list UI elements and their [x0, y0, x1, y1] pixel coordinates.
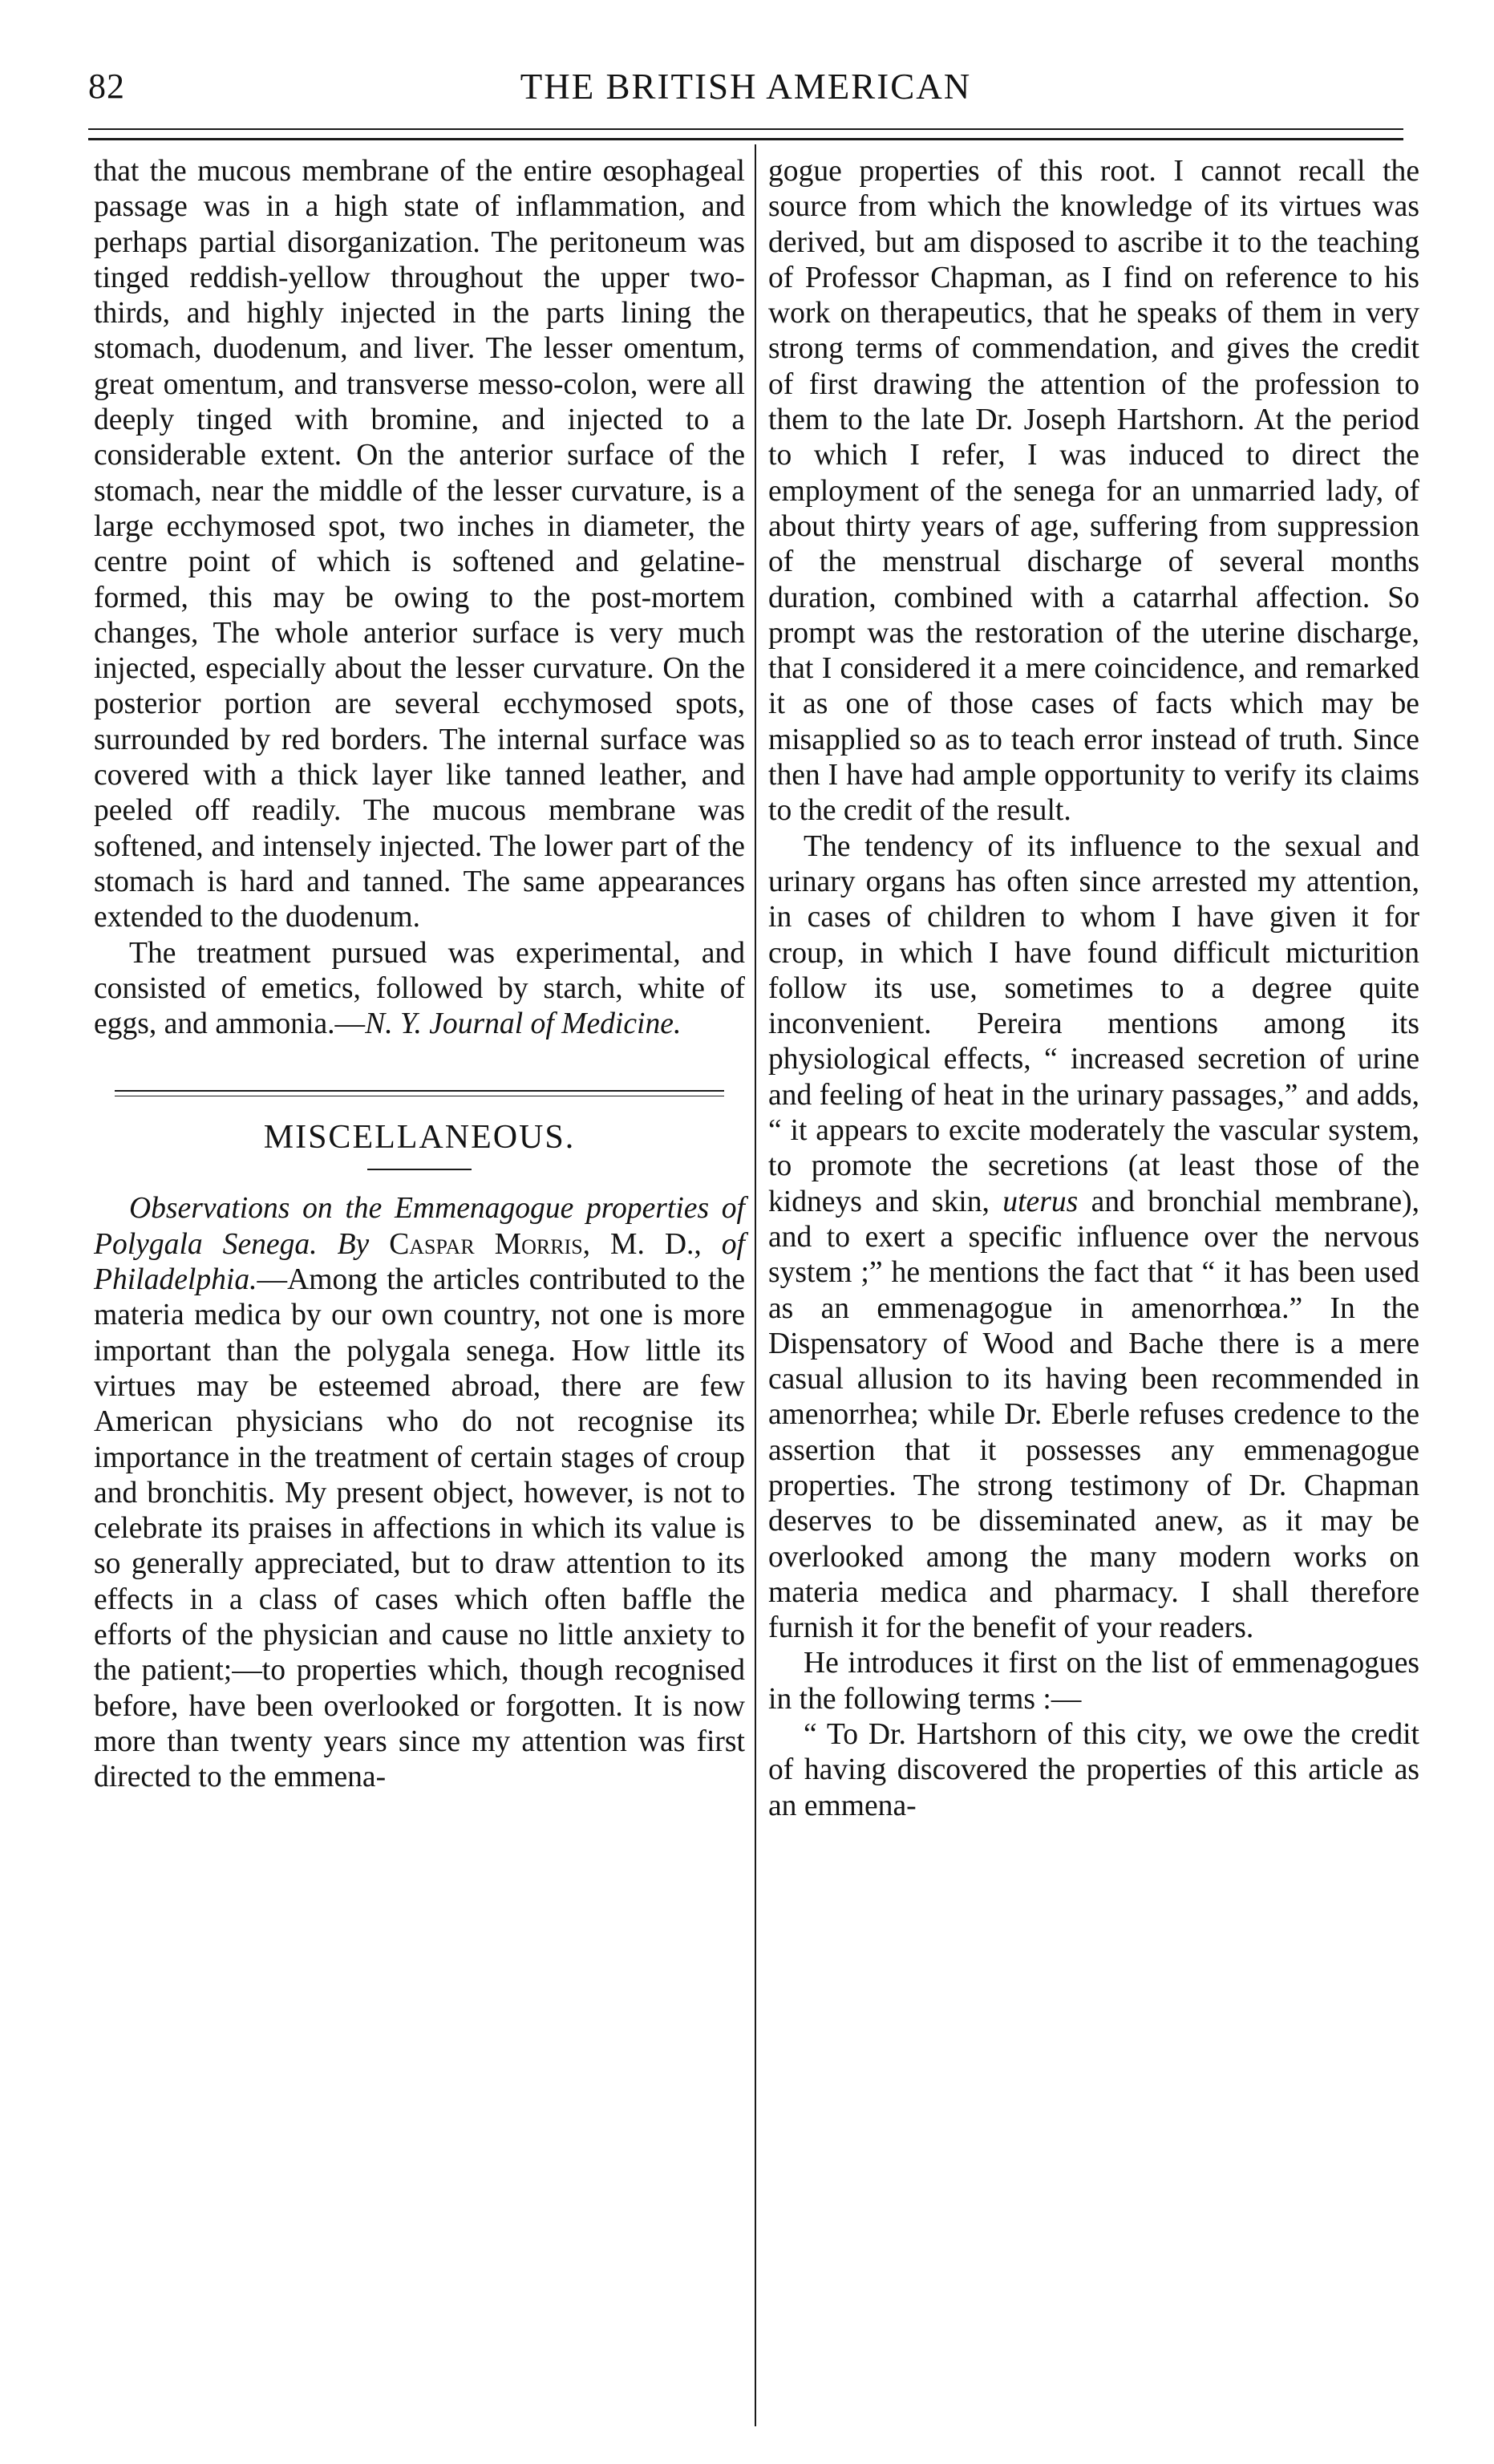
- senega-history-paragraph: gogue properties of this root. I cannot recall the source from which the knowledge of its virtues was derived, but am disposed to ascribe it to the teaching of Professor Chapman, as I find on reference to his work on therapeutics, that he speaks of them in very strong terms of commendation, and gives the credit of first drawing the attention of the profession to them to the late Dr. Joseph Hartshorn. At the period to which I refer, I was induced to direct the employment of the senega for an unmarried lady, of about thirty years of age, suffering from suppression of the menstrual discharge of several months duration, combined with a catarrhal affection. So prompt was the restoration of the uterine discharge, that I considered it a mere coincidence, and remarked it as one of those cases of facts which may be misapplied so as to teach error instead of truth. Since then I have had ample opportunity to verify its claims to the credit of the result.: [768, 155, 1419, 828]
- quotation-paragraph: “ To Dr. Hartshorn of this city, we owe the credit of having discovered the properties of this article as an emmena-: [768, 1718, 1419, 1822]
- autopsy-paragraph: that the mucous membrane of the entire œsophageal passage was in a high state of inflammation, and perhaps partial disorganization. The peritoneum was tinged reddish-yellow throughout the upper two-thirds, and highly injected in the parts lining the stomach, duodenum, and liver. The lesser omentum, great omentum, and transverse messo-colon, were all deeply tinged with bromine, and injected to a considerable extent. On the anterior surface of the stomach, near the middle of the lesser curvature, is a large ecchymosed spot, two inches in diameter, the centre point of which is softened and gelatine-formed, this may be owing to the post-mortem changes, The whole anterior surface is very much injected, especially about the lesser curvature. On the posterior portion are several ecchymosed spots, surrounded by red borders. The internal surface was covered with a thick layer like tanned leather, and peeled off readily. The mucous membrane was softened, and intensely injected. The lower part of the stomach is hard and tanned. The same appearances extended to the duodenum.: [94, 155, 745, 934]
- page-number: 82: [88, 67, 125, 106]
- tendency-text-a: The tendency of its influence to the sexual and urinary organs has often since arrested my attention, in cases of children to whom I have given it for croup, in which I have found difficult micturition follow its use, sometimes to a degree quite inconvenient. Pereira mentions among its physiological effects, “ increased secretion of urine and feeling of heat in the urinary passages,” and adds, “ it appears to excite moderately the vascular system, to promote the secretions (at least those of the kidneys and skin,: [768, 829, 1419, 1218]
- journal-source: N. Y. Journal of Medicine.: [365, 1007, 682, 1041]
- treatment-text: The treatment pursued was experimental, and consisted of emetics, followed by starch, white of eggs, and ammonia.—: [94, 936, 745, 1041]
- article-paragraph: [94, 1191, 745, 1795]
- byline-by: By: [337, 1227, 370, 1261]
- tendency-paragraph: [768, 829, 1419, 1647]
- article-author: Caspar Morris, M. D.,: [389, 1227, 702, 1261]
- introduction-paragraph: He introduces it first on the list of emmenagogues in the following terms :—: [768, 1647, 1419, 1716]
- left-column: [94, 154, 745, 1795]
- author-place: of Philadelphia.: [94, 1227, 745, 1297]
- tendency-text-b: and bronchial membrane), and to exert a specific influence over the nervous system ;” he mentions the fact that “ it has been used as an emmenagogue in amenorrhœa.” In the Dispensatory of Wood and Bache there is a mere casual allusion to its having been recommended in amenorrhea; while Dr. Eberle refuses credence to the assertion that it possesses any emmenagogue properties. The strong testimony of Dr. Chapman deserves to be disseminated anew, as it may be overlooked among the many modern works on materia medica and pharmacy. I shall therefore furnish it for the benefit of your readers.: [768, 1185, 1420, 1645]
- treatment-paragraph: [94, 936, 745, 1043]
- uterus-word: uterus: [1002, 1185, 1079, 1218]
- article-title: Observations on the Emmenagogue properties of Polygala Senega.: [94, 1192, 745, 1261]
- section-rule: [115, 1090, 724, 1092]
- column-divider: [755, 144, 756, 2426]
- heading-underline: [367, 1169, 472, 1170]
- page-header: [88, 66, 1403, 122]
- running-title: THE BRITISH AMERICAN: [520, 67, 972, 107]
- right-column: [768, 154, 1419, 1824]
- section-heading: MISCELLANEOUS.: [263, 1119, 576, 1157]
- header-rule-thick: [88, 138, 1403, 140]
- header-rule-thin: [88, 128, 1403, 130]
- article-body: —Among the articles contributed to the materia medica by our own country, not one is more important than the polygala senega. How little its virtues may be esteemed abroad, there are few American physicians who do not recognise its importance in the treatment of certain stages of croup and bronchitis. My present object, however, is not to celebrate its praises in affections in which its value is so generally appreciated, but to draw attention to its effects in a class of cases which often baffle the efforts of the physician and cause no little anxiety to the patient;—to properties which, though recognised before, have been overlooked or forgotten. It is now more than twenty years since my attention was first directed to the emmena-: [94, 1263, 745, 1794]
